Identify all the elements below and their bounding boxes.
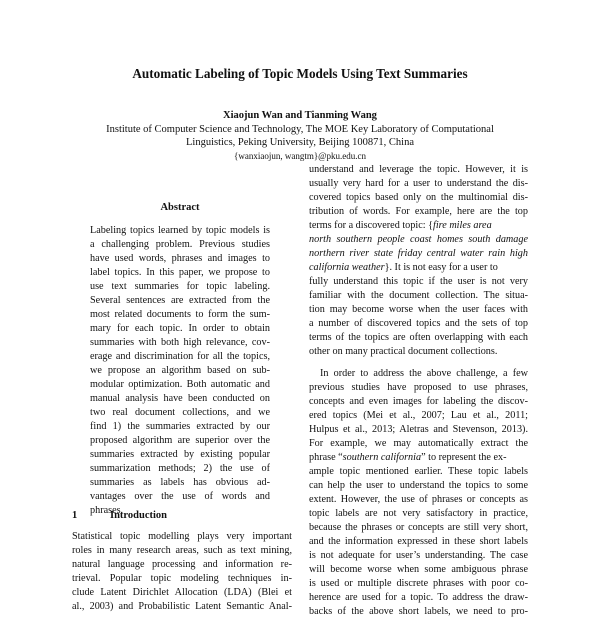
section-number: 1: [72, 510, 78, 521]
text-line: a challenging problem. Previous studies: [90, 239, 270, 250]
text-line: For example, we may automatically extract the: [309, 438, 528, 449]
paper-email: {wanxiaojun, wangtm}@pku.edu.cn: [234, 151, 366, 161]
affiliation-line: Linguistics, Peking University, Beijing 100871, China: [186, 137, 414, 148]
text-line: vantages over the use of words and: [90, 491, 270, 502]
text-line: summaries extracted by existing popular: [90, 449, 270, 460]
text-run: }. It is not easy for a user to: [384, 262, 498, 273]
text-line: can help the user to understand the topics to some: [309, 480, 528, 491]
text-line: terms of the topics are often overlapping with each: [309, 332, 528, 343]
text-line: phrases.: [90, 505, 124, 516]
text-line: tribution of words. For example, here are the top: [309, 206, 528, 217]
text-line: and the information expressed in these short labels: [309, 536, 528, 547]
text-line: summaries as labels has obvious ad-: [90, 477, 270, 488]
text-line: Hulpus et al., 2013; Aletras and Stevenson, 2013).: [309, 424, 528, 435]
topic-terms-italic: northern river state friday central water rain high: [309, 248, 528, 259]
text-line: modular optimization. Both automatic and: [90, 379, 270, 390]
text-line: is not adequate for user’s understanding. The case: [309, 550, 528, 561]
text-line: [309, 451, 528, 465]
paper-affiliation: [60, 123, 540, 149]
abstract-heading: Abstract: [160, 202, 200, 213]
text-line: Statistical topic modelling plays very important: [72, 531, 292, 542]
text-line: because the phrases or concepts are still very short,: [309, 522, 528, 533]
topic-terms-italic: fire miles area: [433, 220, 492, 231]
topic-terms-italic: north southern people coast homes south damage: [309, 234, 528, 245]
text-line: summaries with both high relevance, cov-: [90, 337, 270, 348]
text-line: ered topics (Mei et al., 2007; Lau et al., 2011;: [309, 410, 528, 421]
text-line: use text summaries for topic labeling.: [90, 281, 270, 292]
text-line: proposed algorithm are superior over the: [90, 435, 270, 446]
text-line: trieval. Popular topic modeling techniques in-: [72, 573, 292, 584]
text-line: familiar with the document collection. The situa-: [309, 290, 528, 301]
paragraph-gap: [309, 359, 528, 367]
text-line: two real document collections, and we: [90, 407, 270, 418]
text-line: clude Latent Dirichlet Allocation (LDA) (Blei et: [72, 587, 292, 598]
text-line: other on many practical document collections.: [309, 346, 498, 357]
text-line: we propose an algorithm based on sub-: [90, 365, 270, 376]
text-line: previous studies have proposed to use phrases,: [309, 382, 528, 393]
text-line: backs of the above short labels, we need to pro-: [309, 606, 528, 617]
text-line: have used words, phrases and images to: [90, 253, 270, 264]
topic-terms-italic: california weather: [309, 262, 385, 273]
introduction-body: [72, 530, 292, 614]
text-line: will become worse when some ambiguous phrase: [309, 564, 528, 575]
text-line: roles in many research areas, such as text mining,: [72, 545, 292, 556]
text-line: usually very hard for a user to understand the dis-: [309, 178, 528, 189]
text-line: concepts and even images for labeling the discov-: [309, 396, 528, 407]
right-column-body: [309, 163, 528, 619]
text-line: [309, 247, 528, 261]
text-line: manual analysis have been conducted on: [90, 393, 270, 404]
text-run: terms for a discovered topic: {: [309, 220, 433, 231]
affiliation-line: Institute of Computer Science and Technology, The MOE Key Laboratory of Computational: [106, 124, 494, 135]
phrase-italic: southern california: [342, 452, 422, 463]
text-line: ample topic mentioned earlier. These topic labels: [309, 466, 528, 477]
text-run: phrase “: [309, 452, 343, 463]
text-line: al., 2003) and Probabilistic Latent Semantic Anal-: [72, 601, 292, 612]
text-line: natural language processing and information re-: [72, 559, 292, 570]
text-line: topic labels are not very satisfactory in practice,: [309, 508, 528, 519]
text-line: [309, 233, 528, 247]
section-heading-introduction: [72, 509, 292, 522]
text-line: In order to address the above challenge, a few: [320, 368, 528, 379]
text-line: find 1) the summaries extracted by our: [90, 421, 270, 432]
text-line: extent. However, the use of phrases or concepts as: [309, 494, 528, 505]
section-title: Introduction: [110, 510, 167, 521]
text-line: most related documents to form the sum-: [90, 309, 270, 320]
text-line: [309, 219, 528, 233]
text-line: label topics. In this paper, we propose to: [90, 267, 270, 278]
paper-title: Automatic Labeling of Topic Models Using Text Summaries: [132, 66, 468, 81]
text-line: summarization methods; 2) the use of: [90, 463, 270, 474]
text-run: ” to represent the ex-: [421, 452, 507, 463]
text-line: [309, 261, 528, 275]
text-line: tion may become worse when the user faces with: [309, 304, 528, 315]
paper-authors: Xiaojun Wan and Tianming Wang: [223, 110, 377, 121]
text-line: herence are used for a topic. To address the draw-: [309, 592, 528, 603]
text-line: covered topics based only on the multinomial dis-: [309, 192, 528, 203]
abstract-body: [90, 224, 270, 518]
text-line: understand and leverage the topic. However, it is: [309, 164, 528, 175]
text-line: Several sentences are extracted from the: [90, 295, 270, 306]
text-line: erage and discrimination for all the topics,: [90, 351, 270, 362]
text-line: mary for each topic. In order to obtain: [90, 323, 270, 334]
text-line: fully understand this topic if the user is not very: [309, 276, 528, 287]
text-line: a number of discovered topics and the sets of top: [309, 318, 528, 329]
text-line: Labeling topics learned by topic models is: [90, 225, 270, 236]
text-line: is used or multiple discrete phrases with poor co-: [309, 578, 528, 589]
